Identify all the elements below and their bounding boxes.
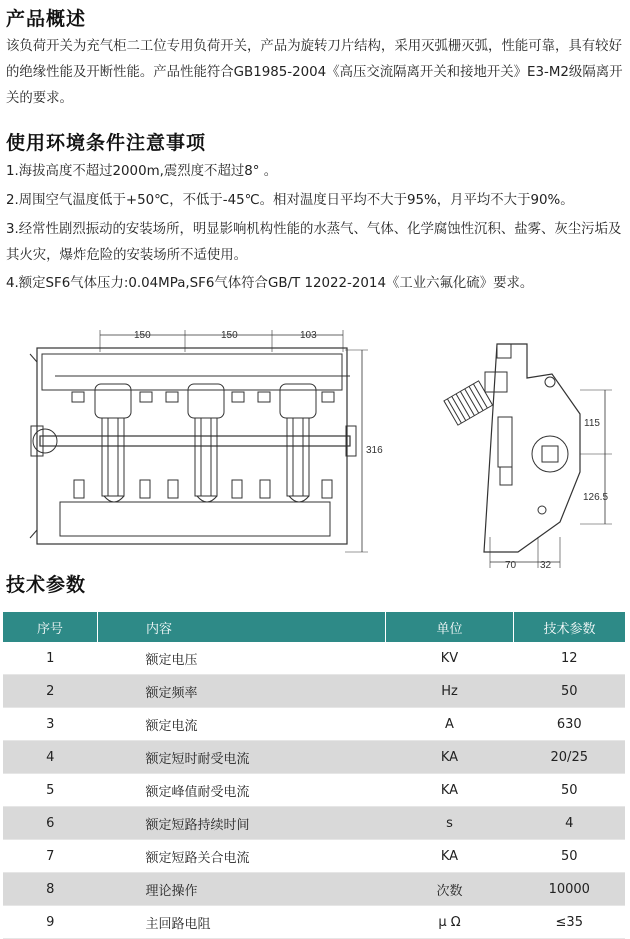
cell-index: 1 (46, 650, 55, 666)
cell-index: 7 (46, 848, 55, 864)
technical-drawing (0, 322, 630, 572)
cell-value: 12 (560, 650, 578, 666)
dim-70: 70 (505, 560, 517, 571)
cell-index: 3 (46, 716, 55, 732)
table-row (3, 840, 625, 873)
cell-unit: Hz (386, 675, 514, 708)
environment-item-4: 4.额定SF6气体压力:0.04MPa,SF6气体符合GB/T 12022-2014《工业六氟化硫》要求。 (6, 276, 534, 291)
cell-index: 2 (3, 675, 98, 708)
cell-unit: KA (386, 741, 514, 774)
cell-content: 额定短时耐受电流 (98, 741, 386, 774)
cell-value: 50 (560, 848, 578, 864)
cell-content: 主回路电阻 (145, 916, 211, 932)
cell-unit: 次数 (386, 873, 514, 906)
dim-150-middle: 150 (221, 330, 238, 341)
cell-content: 额定电流 (145, 718, 198, 734)
table-row (3, 807, 625, 840)
front-view (30, 330, 368, 552)
header-value: 技术参数 (514, 612, 626, 642)
environment-item-2: 2.周围空气温度低于+50℃，不低于-45℃。相对温度日平均不大于95%，月平均不大于90%。 (6, 193, 574, 208)
table-row (3, 708, 625, 741)
cell-unit: KA (440, 782, 459, 798)
cell-value: 630 (556, 716, 582, 732)
cell-value: 50 (514, 675, 626, 708)
cell-content: 理论操作 (98, 873, 386, 906)
cell-content: 额定峰值耐受电流 (145, 784, 250, 800)
cell-value: 4 (514, 807, 626, 840)
environment-item-1: 1.海拔高度不超过2000m,震烈度不超过8° 。 (6, 164, 278, 179)
cell-unit: KV (440, 650, 459, 666)
cell-index: 4 (3, 741, 98, 774)
header-index: 序号 (3, 612, 98, 642)
header-content: 内容 (98, 612, 386, 642)
cell-index: 6 (3, 807, 98, 840)
specs-title: 技术参数 (6, 574, 87, 596)
environment-title: 使用环境条件注意事项 (6, 132, 207, 154)
cell-value: 20/25 (514, 741, 626, 774)
cell-index: 9 (46, 914, 55, 930)
specs-table (3, 612, 625, 939)
cell-unit: μ Ω (438, 914, 461, 930)
table-row (3, 774, 625, 807)
table-row (3, 873, 625, 906)
dim-32: 32 (540, 560, 552, 571)
specs-header-row (3, 612, 625, 642)
table-row (3, 741, 625, 774)
cell-unit: A (445, 716, 454, 732)
cell-unit: KA (440, 848, 459, 864)
table-row (3, 675, 625, 708)
table-row (3, 642, 625, 675)
dim-126-5: 126.5 (583, 492, 609, 503)
overview-title: 产品概述 (6, 8, 87, 30)
dim-150-left: 150 (134, 330, 151, 341)
cell-content: 额定短路关合电流 (145, 850, 250, 866)
cell-value: 10000 (514, 873, 626, 906)
cell-value: ≤35 (555, 914, 583, 930)
cell-content: 额定频率 (98, 675, 386, 708)
cell-index: 5 (46, 782, 55, 798)
side-view (444, 344, 612, 568)
cell-value: 50 (560, 782, 578, 798)
overview-text: 该负荷开关为充气柜二工位专用负荷开关，产品为旋转刀片结构，采用灭弧栅灭弧，性能可靠，具有较好的绝缘性能及开断性能。产品性能符合GB1985-2004《高压交流隔离开关和接地开关》E3-M2级隔离开关的要求。 (6, 39, 623, 106)
cell-index: 8 (3, 873, 98, 906)
dim-115: 115 (584, 418, 600, 429)
dim-103: 103 (300, 330, 317, 341)
dim-316: 316 (366, 445, 383, 456)
table-row (3, 906, 625, 939)
cell-content: 额定短路持续时间 (98, 807, 386, 840)
cell-unit: s (386, 807, 514, 840)
header-unit: 单位 (386, 612, 514, 642)
cell-content: 额定电压 (145, 652, 198, 668)
environment-item-3: 3.经常性剧烈振动的安装场所，明显影响机构性能的水蒸气、气体、化学腐蚀性沉积、盐雾、灰尘污垢及其火灾，爆炸危险的安装场所不适使用。 (6, 222, 622, 263)
